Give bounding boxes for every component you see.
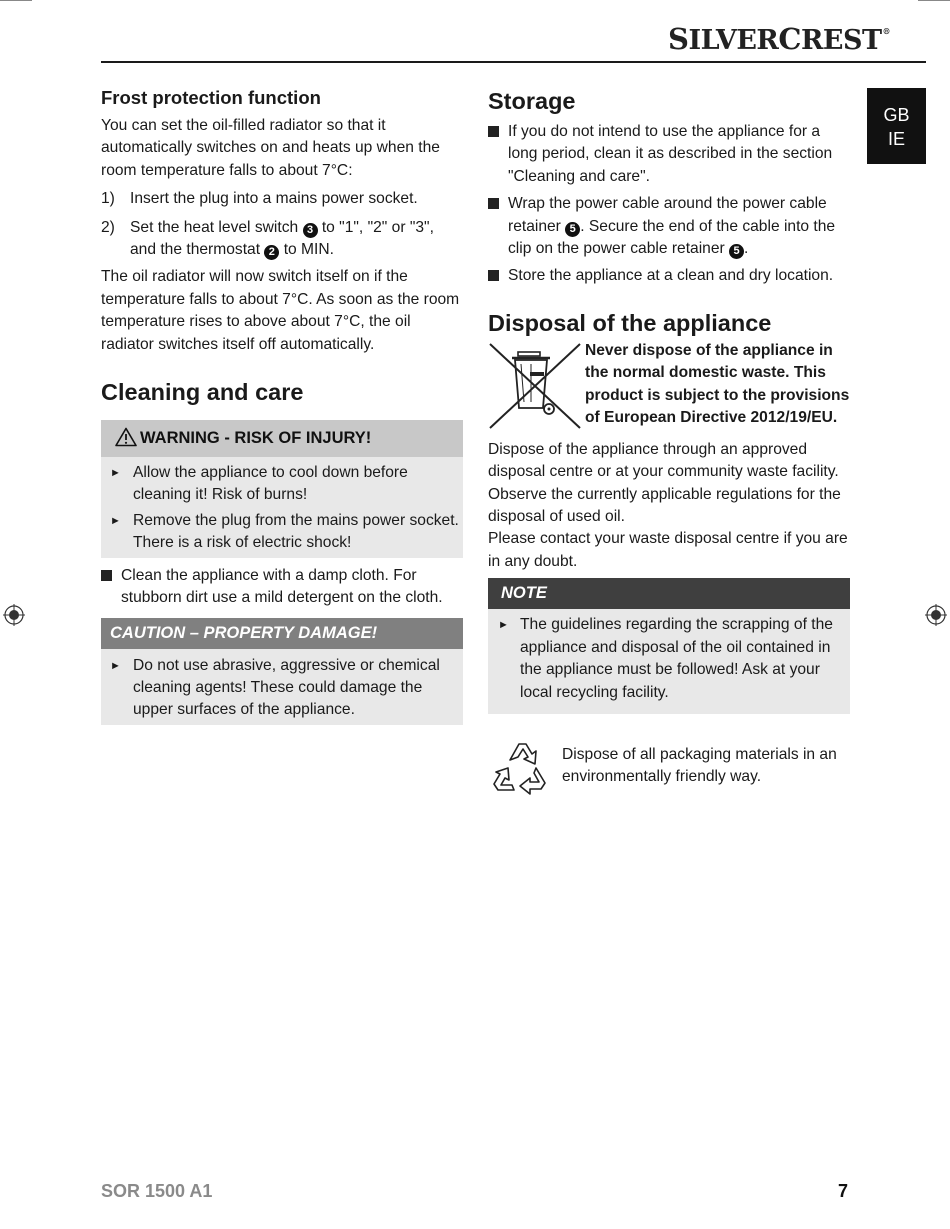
recycling-arrows-icon xyxy=(488,738,552,798)
registration-mark-icon xyxy=(3,604,25,626)
list-item xyxy=(101,565,463,610)
list-item-text: Wrap the power cable around the power cable retainer xyxy=(508,195,827,235)
warning-box xyxy=(101,420,463,558)
list-item-text: Allow the appliance to cool down before cleaning it! Risk of burns! xyxy=(133,464,408,504)
list-item xyxy=(101,510,463,555)
arrow-bullet-icon: ► xyxy=(110,659,121,672)
caution-box xyxy=(101,618,463,725)
frost-step xyxy=(101,188,463,210)
list-item xyxy=(488,121,850,188)
list-item xyxy=(101,462,463,507)
crop-mark xyxy=(918,0,950,1)
note-box xyxy=(488,578,850,714)
frost-protection-heading: Frost protection function xyxy=(101,87,321,108)
brand-logo: SILVERCREST® xyxy=(668,22,891,56)
disposal-text: Dispose of the appliance through an approved disposal centre or at your community waste facility. Observe the currently applicable regulations for the disposal of used oil. xyxy=(488,440,841,526)
list-item-text: . xyxy=(744,240,749,258)
note-header: NOTE xyxy=(488,578,850,609)
page-number: 7 xyxy=(838,1181,849,1201)
part-reference-badge: 5 xyxy=(565,222,580,237)
warning-header xyxy=(101,420,463,457)
crossed-out-wheelie-bin-icon xyxy=(488,342,582,430)
step-number: 1) xyxy=(101,190,115,208)
crop-mark xyxy=(0,0,32,1)
part-reference-badge: 5 xyxy=(729,244,744,259)
disposal-warning xyxy=(488,340,850,435)
list-item-text: . Secure the end of the cable into the clip on the power cable retainer xyxy=(508,217,836,258)
frost-intro-text: You can set the oil-filled radiator so that it automatically switches on and heats up when the room temperature falls to about 7°C: xyxy=(101,117,440,179)
left-column xyxy=(101,86,463,725)
packaging-disposal xyxy=(488,738,850,803)
list-item-text: Remove the plug from the mains power socket. There is a risk of electric shock! xyxy=(133,511,459,552)
registration-mark-icon xyxy=(925,604,947,626)
part-reference-badge: 3 xyxy=(303,223,318,238)
list-item-text: The guidelines regarding the scrapping of the appliance and disposal of the oil contained in the appliance must be followed! Ask at your local recycling facility. xyxy=(520,616,833,701)
step-text: Insert the plug into a mains power socket. xyxy=(130,190,418,208)
language-code: IE xyxy=(887,129,905,149)
packaging-text: Dispose of all packaging materials in an environmentally friendly way. xyxy=(562,745,837,786)
frost-step xyxy=(101,217,463,262)
list-item xyxy=(488,614,850,704)
list-item-text: If you do not intend to use the appliance for a long period, clean it as described in the section "Cleaning and care". xyxy=(508,123,833,185)
list-item xyxy=(488,265,850,287)
step-text: Set the heat level switch xyxy=(130,218,303,236)
warning-body xyxy=(101,457,463,558)
list-item-text: Do not use abrasive, aggressive or chemical cleaning agents! These could damage the upper surfaces of the appliance. xyxy=(133,656,440,719)
frost-outro-text: The oil radiator will now switch itself on if the temperature falls to about 7°C. As soon as the room temperature rises to above about 7°C, the oil radiator switches itself off automatically. xyxy=(101,268,460,353)
bin-icon-wrapper xyxy=(488,340,585,435)
arrow-bullet-icon: ► xyxy=(110,467,121,480)
note-body xyxy=(488,609,850,714)
disposal-contact-text: Please contact your waste disposal centre if you are in any doubt. xyxy=(488,530,848,570)
warning-title: WARNING - RISK OF INJURY! xyxy=(140,429,372,448)
disposal-bold-text: Never dispose of the appliance in the normal domestic waste. This product is subject to the provisions of European Directive 2012/19/EU. xyxy=(585,341,850,427)
list-item xyxy=(101,655,463,722)
step-text: to MIN. xyxy=(279,241,334,259)
language-tab xyxy=(867,88,926,164)
square-bullet-icon xyxy=(488,198,499,209)
list-item xyxy=(488,193,850,260)
right-column xyxy=(488,86,850,803)
list-item-text: Clean the appliance with a damp cloth. For stubborn dirt use a mild detergent on the cloth. xyxy=(121,566,443,607)
warning-triangle-icon xyxy=(115,427,137,447)
caution-body xyxy=(101,649,463,725)
storage-heading: Storage xyxy=(488,88,576,114)
arrow-bullet-icon: ► xyxy=(110,514,121,527)
step-number: 2) xyxy=(101,218,115,236)
header-rule xyxy=(101,61,926,63)
disposal-heading: Disposal of the appliance xyxy=(488,309,772,336)
part-reference-badge: 2 xyxy=(264,245,279,260)
footer-model-number: SOR 1500 A1 xyxy=(101,1181,213,1201)
square-bullet-icon xyxy=(488,270,499,281)
cleaning-heading: Cleaning and care xyxy=(101,379,304,406)
step-text: to "1", "2" or "3", and the thermostat xyxy=(130,218,434,259)
square-bullet-icon xyxy=(488,126,499,137)
arrow-bullet-icon: ► xyxy=(498,619,509,632)
caution-header: CAUTION – PROPERTY DAMAGE! xyxy=(101,618,463,649)
list-item-text: Store the appliance at a clean and dry location. xyxy=(508,267,834,285)
language-code: GB xyxy=(883,105,910,125)
square-bullet-icon xyxy=(101,570,112,581)
recycle-icon-wrapper xyxy=(488,738,562,803)
